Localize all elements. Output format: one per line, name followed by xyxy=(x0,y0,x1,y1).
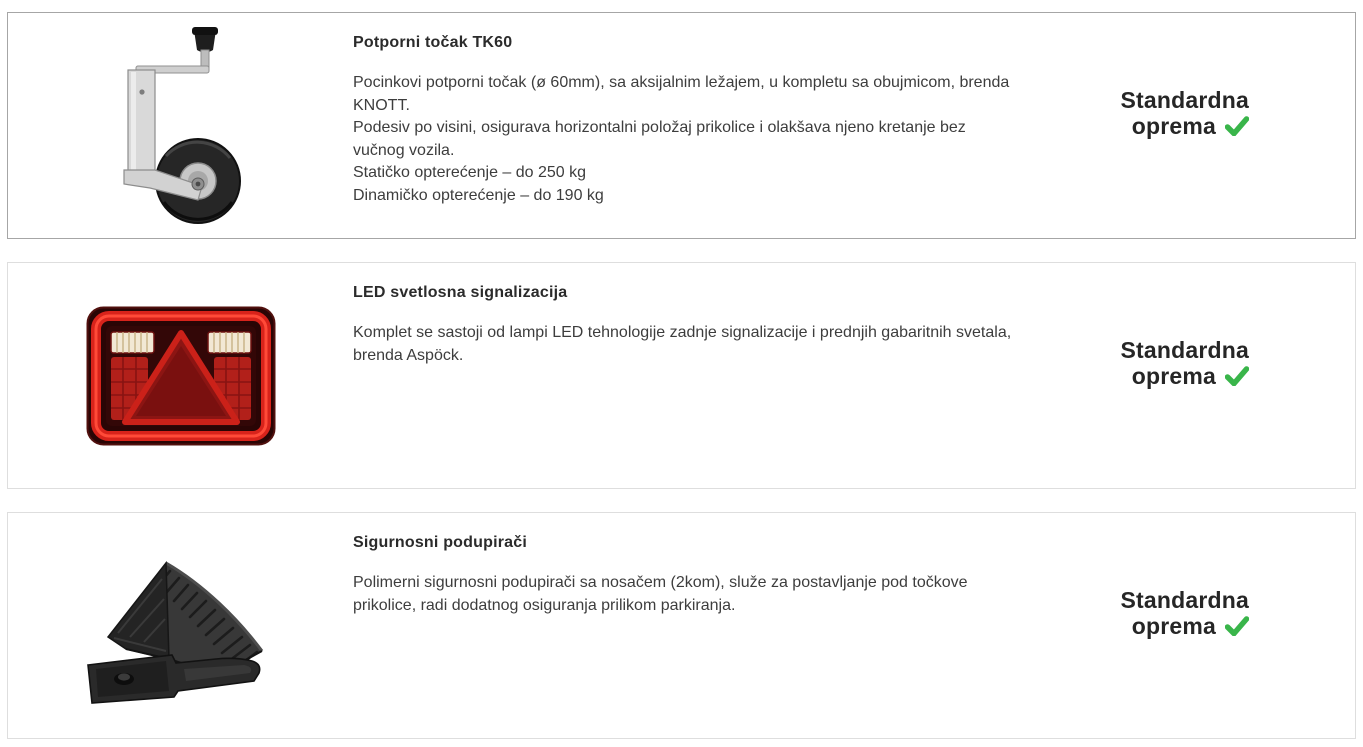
badge-label-line1: Standardna xyxy=(1120,586,1249,613)
equipment-card-potporni-tocak xyxy=(7,12,1356,239)
jockey-wheel-image xyxy=(106,26,256,226)
description-line: Pocinkovi potporni točak (ø 60mm), sa aksijalnim ležajem, u kompletu sa obujmicom, brenda KNOTT. xyxy=(353,74,1010,114)
description-line: Komplet se sastoji od lampi LED tehnologije zadnje signalizacije i prednjih gabaritnih svetala, brenda Aspöck. xyxy=(353,324,1012,364)
product-info xyxy=(353,263,1033,488)
product-description xyxy=(353,572,1013,617)
standard-equipment-badge xyxy=(1033,13,1355,238)
description-line: Podesiv po visini, osigurava horizontalni položaj prikolice i olakšava njeno kretanje bez vučnog vozila. xyxy=(353,119,966,159)
description-line: Polimerni sigurnosni podupirači sa nosačem (2kom), služe za postavljanje pod točkove prikolice, radi dodatnog osiguranja prilikom parkiranja. xyxy=(353,574,968,614)
badge-label-line2: oprema xyxy=(1131,612,1216,639)
badge-label-line1: Standardna xyxy=(1120,336,1249,363)
product-info xyxy=(353,13,1033,238)
description-line: Statičko opterećenje – do 250 kg xyxy=(353,164,587,181)
product-description xyxy=(353,72,1013,207)
product-description xyxy=(353,322,1013,367)
product-title: Sigurnosni podupirači xyxy=(353,534,527,551)
check-icon xyxy=(1225,116,1249,136)
wheel-chock-image xyxy=(66,541,296,711)
product-image-wheel-chock xyxy=(8,513,353,738)
standard-equipment-badge xyxy=(1033,513,1355,738)
product-image-jockey-wheel xyxy=(8,13,353,238)
product-title: LED svetlosna signalizacija xyxy=(353,284,568,301)
product-image-led-light xyxy=(8,263,353,488)
standard-equipment-badge xyxy=(1033,263,1355,488)
check-icon xyxy=(1225,366,1249,386)
description-line: Dinamičko opterećenje – do 190 kg xyxy=(353,186,604,204)
badge-label-line1: Standardna xyxy=(1120,86,1249,113)
equipment-card-led-signalizacija xyxy=(7,262,1356,489)
equipment-card-sigurnosni-podupiraci xyxy=(7,512,1356,739)
led-tail-light-image xyxy=(86,306,276,446)
check-icon xyxy=(1225,616,1249,636)
badge-label-line2: oprema xyxy=(1131,112,1216,139)
badge-label-line2: oprema xyxy=(1131,362,1216,389)
product-info xyxy=(353,513,1033,738)
product-title: Potporni točak TK60 xyxy=(353,34,513,51)
